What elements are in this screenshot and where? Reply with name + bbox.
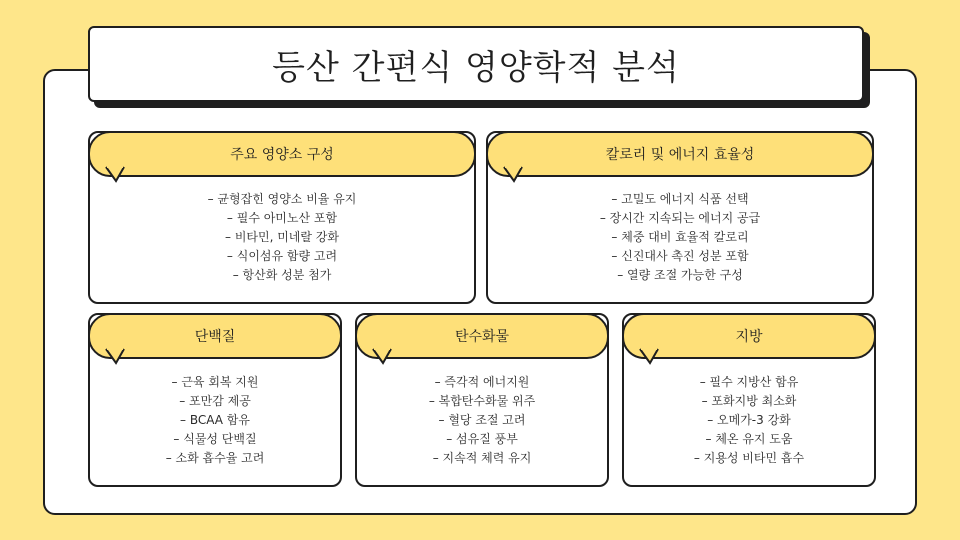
list-item: – 체중 대비 효율적 칼로리 [611, 230, 749, 244]
card-carbohydrate [355, 313, 609, 487]
card-item-list [488, 190, 872, 285]
card-heading: 칼로리 및 에너지 효율성 [605, 147, 755, 163]
list-item: – 균형잡힌 영양소 비율 유지 [207, 192, 357, 206]
card-heading-bubble [88, 313, 342, 359]
list-item: – 혈당 조절 고려 [438, 413, 526, 427]
list-item: – 지용성 비타민 흡수 [693, 451, 805, 465]
card-heading: 탄수화물 [454, 329, 510, 345]
card-calories-energy [486, 131, 874, 304]
list-item: – 장시간 지속되는 에너지 공급 [599, 211, 761, 225]
list-item: – 포화지방 최소화 [701, 394, 797, 408]
card-heading: 지방 [735, 329, 763, 345]
card-heading-bubble [355, 313, 609, 359]
card-heading-bubble [622, 313, 876, 359]
speech-tail-icon [106, 349, 126, 365]
list-item: – 항산화 성분 첨가 [232, 268, 332, 282]
card-item-list [90, 190, 474, 285]
list-item: – 식이섬유 함량 고려 [226, 249, 338, 263]
speech-tail-icon [504, 167, 524, 183]
list-item: – 근육 회복 지원 [171, 375, 259, 389]
list-item: – 지속적 체력 유지 [432, 451, 532, 465]
list-item: – 복합탄수화물 위주 [428, 394, 536, 408]
list-item: – 즉각적 에너지원 [434, 375, 530, 389]
speech-tail-icon [640, 349, 660, 365]
list-item: – 식물성 단백질 [173, 432, 257, 446]
card-item-list [624, 373, 874, 468]
card-heading: 주요 영양소 구성 [230, 147, 334, 163]
speech-tail-icon [106, 167, 126, 183]
speech-tail-icon [373, 349, 393, 365]
card-item-list [357, 373, 607, 468]
card-protein [88, 313, 342, 487]
list-item: – 오메가-3 강화 [707, 413, 791, 427]
card-heading-bubble [88, 131, 476, 177]
list-item: – 열량 조절 가능한 구성 [617, 268, 743, 282]
list-item: – 체온 유지 도움 [705, 432, 793, 446]
list-item: – 비타민, 미네랄 강화 [225, 230, 339, 244]
list-item: – 포만감 제공 [179, 394, 251, 408]
card-heading: 단백질 [194, 329, 236, 345]
card-fat [622, 313, 876, 487]
list-item: – 필수 아미노산 포함 [226, 211, 338, 225]
list-item: – 신진대사 촉진 성분 포함 [611, 249, 749, 263]
card-heading-bubble [486, 131, 874, 177]
card-item-list [90, 373, 340, 468]
list-item: – BCAA 함유 [180, 413, 250, 427]
card-main-nutrients [88, 131, 476, 304]
list-item: – 섬유질 풍부 [446, 432, 518, 446]
list-item: – 소화 흡수율 고려 [165, 451, 265, 465]
list-item: – 고밀도 에너지 식품 선택 [611, 192, 749, 206]
page-title: 등산 간편식 영양학적 분석 [272, 47, 680, 88]
title-box [88, 26, 864, 102]
list-item: – 필수 지방산 함유 [699, 375, 799, 389]
